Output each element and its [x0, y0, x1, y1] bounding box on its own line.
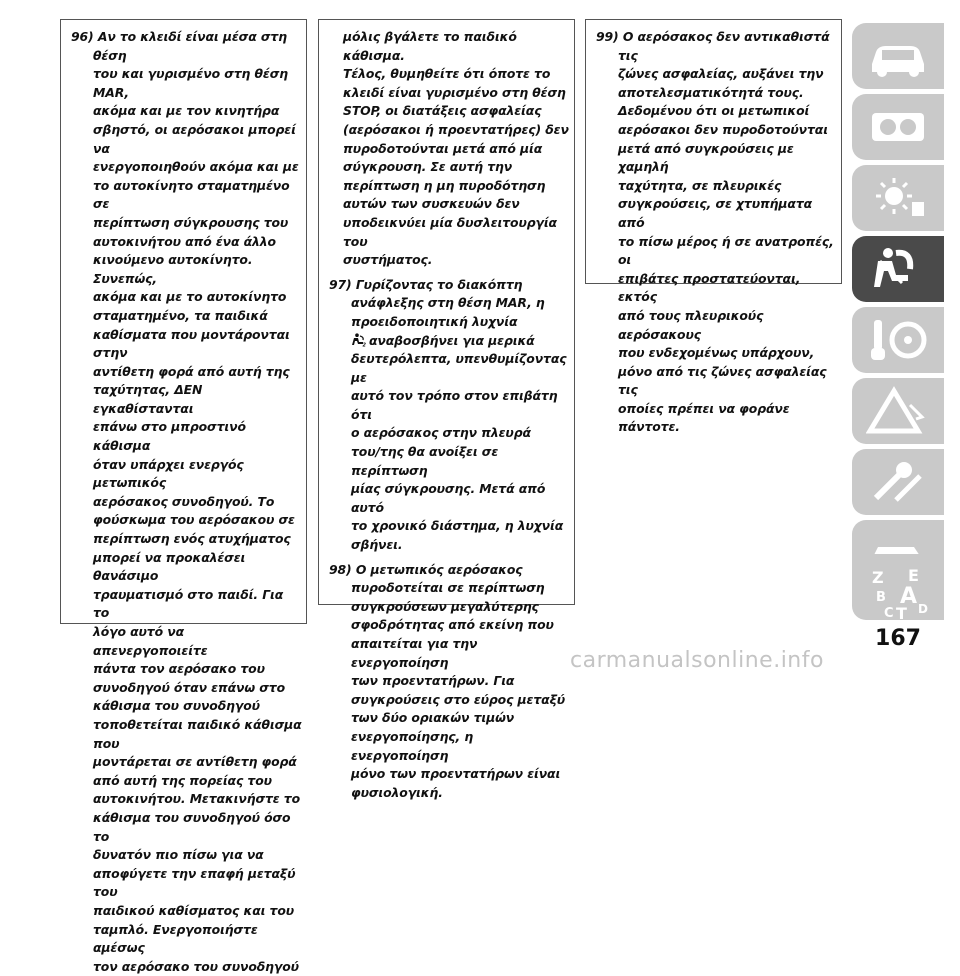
note-97-body-a	[351, 277, 545, 329]
note-96-body	[93, 29, 302, 974]
index-letter: E	[908, 566, 919, 585]
note-99-body	[618, 29, 834, 434]
note-line: περίπτωση η μη πυροδότηση	[343, 177, 546, 193]
note-line: ενεργοποιηθούν ακόμα και με	[93, 159, 299, 175]
note-line: φυσιολογική.	[351, 784, 443, 800]
note-line: σφοδρότητας από εκείνη που	[351, 617, 554, 633]
note-line: του και γυρισμένο στη θέση MAR,	[93, 66, 288, 100]
note-line: το χρονικό διάστημα, η λυχνία	[351, 518, 564, 534]
note-line: αντίθετη φορά από αυτή της	[93, 363, 290, 379]
note-line: σβήνει.	[351, 537, 403, 553]
note-line: το πίσω μέρος ή σε ανατροπές, οι	[618, 233, 834, 268]
note-line: μόνο των προεντατήρων είναι	[351, 766, 561, 782]
note-line: μπορεί να προκαλέσει θανάσιμο	[93, 549, 246, 584]
note-line: κάθισμα του συνοδηγού όσο το	[93, 809, 291, 844]
note-99-box	[585, 19, 842, 435]
tab-index[interactable]	[852, 554, 944, 620]
note-99-text	[586, 28, 837, 437]
note-line: STOP, οι διατάξεις ασφαλείας	[343, 103, 542, 119]
note-line: πυροδοτούνται μετά από μία	[343, 140, 543, 156]
note-97-number: 97)	[329, 276, 352, 292]
note-line: ο αερόσακος στην πλευρά	[351, 425, 531, 441]
note-line: επιβάτες προστατεύονται, εκτός	[618, 270, 801, 305]
note-line: παιδικού καθίσματος και του	[93, 902, 295, 918]
note-line: από τους πλευρικούς αερόσακους	[618, 307, 764, 342]
note-line: Τέλος, θυμηθείτε ότι όποτε το	[343, 66, 551, 82]
note-line: σταματημένο, τα παιδικά	[93, 307, 268, 323]
tools-icon	[866, 456, 930, 508]
note-line: ενεργοποίησης, η ενεργοποίηση	[351, 728, 474, 763]
note-line: προειδοποιητική λυχνία	[351, 313, 518, 329]
notes-97-98-box	[318, 19, 575, 800]
note-line: μίας σύγκρουσης. Μετά από αυτό	[351, 481, 546, 515]
note-line: μετά από συγκρούσεις με χαμηλή	[618, 140, 794, 175]
note-98-number: 98)	[329, 561, 352, 577]
note-98-text	[319, 561, 570, 803]
tab-lights[interactable]	[852, 165, 944, 231]
note-line: μόλις βγάλετε το παιδικό κάθισμα.	[343, 29, 517, 63]
note-line: κάθισμα του συνοδηγού	[93, 698, 260, 714]
watermark: carmanualsonline.info	[570, 648, 824, 673]
index-letter: A	[900, 584, 918, 609]
note-line: τραυματισμό στο παιδί. Για το	[93, 586, 284, 621]
tab-dashboard[interactable]	[852, 94, 944, 160]
index-letter: D	[918, 602, 928, 616]
warning-triangle-icon	[866, 385, 930, 437]
note-line: συστήματος.	[343, 252, 433, 268]
note-line: καθίσματα που μοντάρονται στην	[93, 326, 290, 361]
index-letters-icon	[866, 561, 930, 621]
note-line: επάνω στο μπροστινό κάθισμα	[93, 419, 246, 454]
note-line: οποίες πρέπει να φοράνε	[618, 400, 790, 416]
note-99-number: 99)	[596, 29, 619, 44]
index-letter: C	[884, 606, 894, 621]
note-line: πάντα τον αερόσακο του	[93, 661, 265, 677]
note-line: ζώνες ασφαλείας, αυξάνει την	[618, 66, 824, 82]
note-line: κλειδί είναι γυρισμένο στη θέση	[343, 84, 566, 100]
note-line: περίπτωση σύγκρουσης του	[93, 214, 289, 230]
note-line: συγκρούσεις, σε χτυπήματα από	[618, 196, 813, 230]
note-line: απαιτείται για την ενεργοποίηση	[351, 636, 478, 670]
note-line: Αν το κλειδί είναι μέσα στη θέση	[93, 29, 287, 63]
note-line: υποδεικνύει μία δυσλειτουργία του	[343, 214, 557, 249]
note-97-body-b	[351, 351, 567, 552]
note-line: το αυτοκίνητο σταματημένο σε	[93, 177, 290, 212]
note-line: μόνο από τις ζώνες ασφαλείας τις	[618, 363, 827, 398]
note-line: αποτελεσματικότητά τους.	[618, 84, 804, 100]
note-line: όταν υπάρχει ενεργός μετωπικός	[93, 456, 244, 491]
note-line: ακόμα και με τον κινητήρα	[93, 103, 280, 119]
page-number: 167	[875, 626, 921, 651]
note-96-continued-body	[343, 29, 569, 267]
note-97-text	[319, 276, 570, 555]
note-96-text	[61, 28, 302, 976]
tab-starting-driving[interactable]	[852, 307, 944, 373]
note-line: πυροδοτείται σε περίπτωση	[351, 580, 545, 596]
note-line: σύγκρουση. Σε αυτή την	[343, 159, 513, 175]
tab-maintenance[interactable]	[852, 449, 944, 515]
note-line: των δύο οριακών τιμών	[351, 710, 515, 726]
note-line: ταμπλό. Ενεργοποιήστε αμέσως	[93, 921, 258, 956]
note-line: συγκρούσεων μεγαλύτερης	[351, 598, 539, 614]
note-line: του/της θα ανοίξει σε περίπτωση	[351, 444, 499, 478]
note-line: φούσκωμα του αερόσακου σε	[93, 512, 295, 528]
note-line: από αυτή της πορείας του	[93, 772, 272, 788]
note-line: Ο μετωπικός αερόσακος	[355, 561, 523, 577]
note-line: τοποθετείται παιδικό κάθισμα που	[93, 716, 302, 751]
note-97-icon-line: αναβοσβήνει για μερικά	[369, 332, 535, 348]
tab-safety[interactable]	[852, 236, 944, 302]
tab-vehicle-knowledge[interactable]	[852, 23, 944, 89]
note-line: σβηστό, οι αερόσακοι μπορεί να	[93, 121, 296, 156]
note-line: ταχύτητα, σε πλευρικές	[618, 177, 782, 193]
note-line: (αερόσακοι ή προεντατήρες) δεν	[343, 121, 569, 137]
note-line: δυνατόν πιο πίσω για να	[93, 847, 264, 863]
note-line: λόγο αυτό να απενεργοποιείτε	[93, 624, 208, 658]
note-line: δευτερόλεπτα, υπενθυμίζοντας με	[351, 351, 567, 385]
note-line: ακόμα και με το αυτοκίνητο	[93, 289, 287, 305]
note-line: πάντοτε.	[618, 419, 680, 435]
note-line: κινούμενο αυτοκίνητο. Συνεπώς,	[93, 252, 253, 286]
note-line: ταχύτητας, ΔΕΝ εγκαθίστανται	[93, 382, 203, 416]
note-line: μοντάρεται σε αντίθετη φορά	[93, 754, 297, 770]
note-line: αυτό τον τρόπο στον επιβάτη ότι	[351, 388, 558, 422]
note-line: Γυρίζοντας το διακόπτη	[355, 276, 523, 292]
index-letter: Z	[872, 568, 884, 587]
note-line: που ενδεχομένως υπάρχουν,	[618, 345, 815, 361]
dashboard-icon	[866, 101, 930, 153]
note-96-continued	[319, 28, 570, 270]
note-line: Ο αερόσακος δεν αντικαθιστά τις	[618, 29, 830, 63]
note-line: αποφύγετε την επαφή μεταξύ του	[93, 865, 296, 900]
note-line: περίπτωση ενός ατυχήματος	[93, 531, 291, 547]
note-line: αυτών των συσκευών δεν	[343, 196, 520, 212]
note-line: ανάφλεξης στη θέση MAR, η	[351, 295, 545, 311]
note-line: αερόσακοι δεν πυροδοτούνται	[618, 121, 828, 137]
note-98-body	[351, 562, 565, 800]
airbag-icon	[866, 243, 930, 295]
note-96-number: 96)	[71, 29, 94, 44]
index-letter: B	[876, 590, 886, 605]
note-line: τον αερόσακο του συνοδηγού	[93, 958, 299, 974]
car-info-icon	[866, 30, 930, 82]
note-line: αυτοκινήτου. Μετακινήστε το	[93, 791, 301, 807]
index-letter: T	[896, 604, 907, 621]
note-line: συνοδηγού όταν επάνω στο	[93, 679, 286, 695]
note-line: Δεδομένου ότι οι μετωπικοί	[618, 103, 810, 119]
svg-text:2: 2	[362, 342, 366, 347]
note-line: αυτοκινήτου από ένα άλλο	[93, 233, 276, 249]
key-steering-icon	[866, 314, 930, 366]
note-line: των προεντατήρων. Για	[351, 673, 515, 689]
note-line: συγκρούσεις στο εύρος μεταξύ	[351, 691, 566, 707]
passenger-airbag-warning-icon	[351, 333, 367, 347]
lights-icon	[866, 172, 930, 224]
note-96-box	[60, 19, 307, 974]
note-line: αερόσακος συνοδηγού. Το	[93, 493, 275, 509]
tab-emergency[interactable]	[852, 378, 944, 444]
